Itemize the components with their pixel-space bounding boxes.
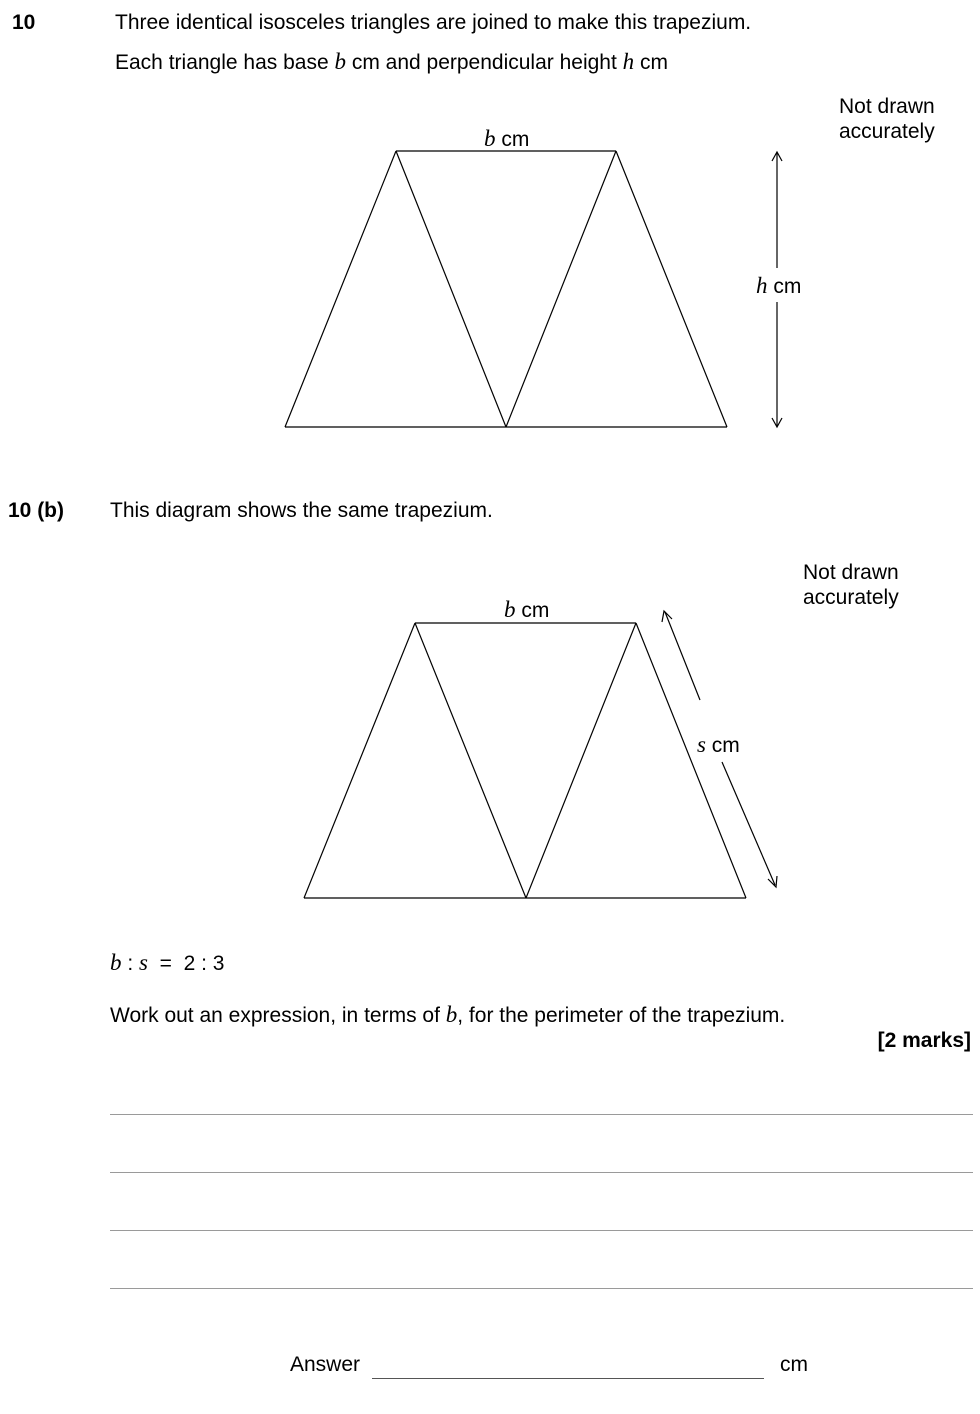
triangle-edge [526,623,636,898]
arrowhead-down [768,876,777,887]
note-line-2: accurately [839,120,935,143]
answer-unit: cm [780,1353,808,1376]
note-line-1: Not drawn [803,561,899,584]
label-slant-side: s cm [697,732,740,757]
answer-label: Answer [290,1353,361,1376]
side-arrow-line [665,612,700,700]
note-line-2: accurately [803,586,899,609]
triangle-edge [616,151,727,427]
variable-b: b [334,49,346,74]
ratio-value: = 2 : 3 [147,952,225,975]
triangle-edge [506,151,616,427]
triangle-edge [415,623,526,898]
marks-label: [2 marks] [877,1029,971,1052]
variable-s: s [139,950,148,975]
text-fragment: cm [634,51,668,74]
working-line[interactable] [110,1230,973,1231]
text-fragment: Each triangle has base [115,51,335,74]
question-part-number: 10 (b) [8,499,65,522]
not-drawn-accurately-note [803,562,899,608]
text-fragment: Work out an expression, in terms of [110,1004,446,1027]
instruction-text [110,1003,785,1026]
working-line[interactable] [110,1288,973,1289]
answer-line[interactable] [372,1378,764,1379]
text-fragment: cm and perpendicular height [345,51,623,74]
question-text-line-1: Three identical isosceles triangles are joined to make this trapezium. [115,11,752,34]
label-top-base: b cm [504,597,550,622]
trapezium-diagram-1 [285,126,801,427]
triangle-edge [396,151,506,427]
trapezium-diagram-2 [304,597,777,898]
note-line-1: Not drawn [839,95,935,118]
working-line[interactable] [110,1172,973,1173]
variable-b: b [445,1002,458,1027]
variable-b: b [110,950,122,975]
question-number: 10 [12,11,36,34]
triangle-edge [636,623,746,898]
question-intro: This diagram shows the same trapezium. [110,499,493,522]
label-height: h cm [756,273,802,298]
side-arrow-line [722,762,775,885]
ratio-statement [110,951,224,974]
ratio-colon: : [121,952,140,975]
triangle-edge [285,151,396,427]
text-fragment: , for the perimeter of the trapezium. [457,1004,786,1027]
triangle-edge [304,623,415,898]
working-line[interactable] [110,1114,973,1115]
variable-h: h [622,49,635,74]
label-top-base: b cm [484,126,530,151]
